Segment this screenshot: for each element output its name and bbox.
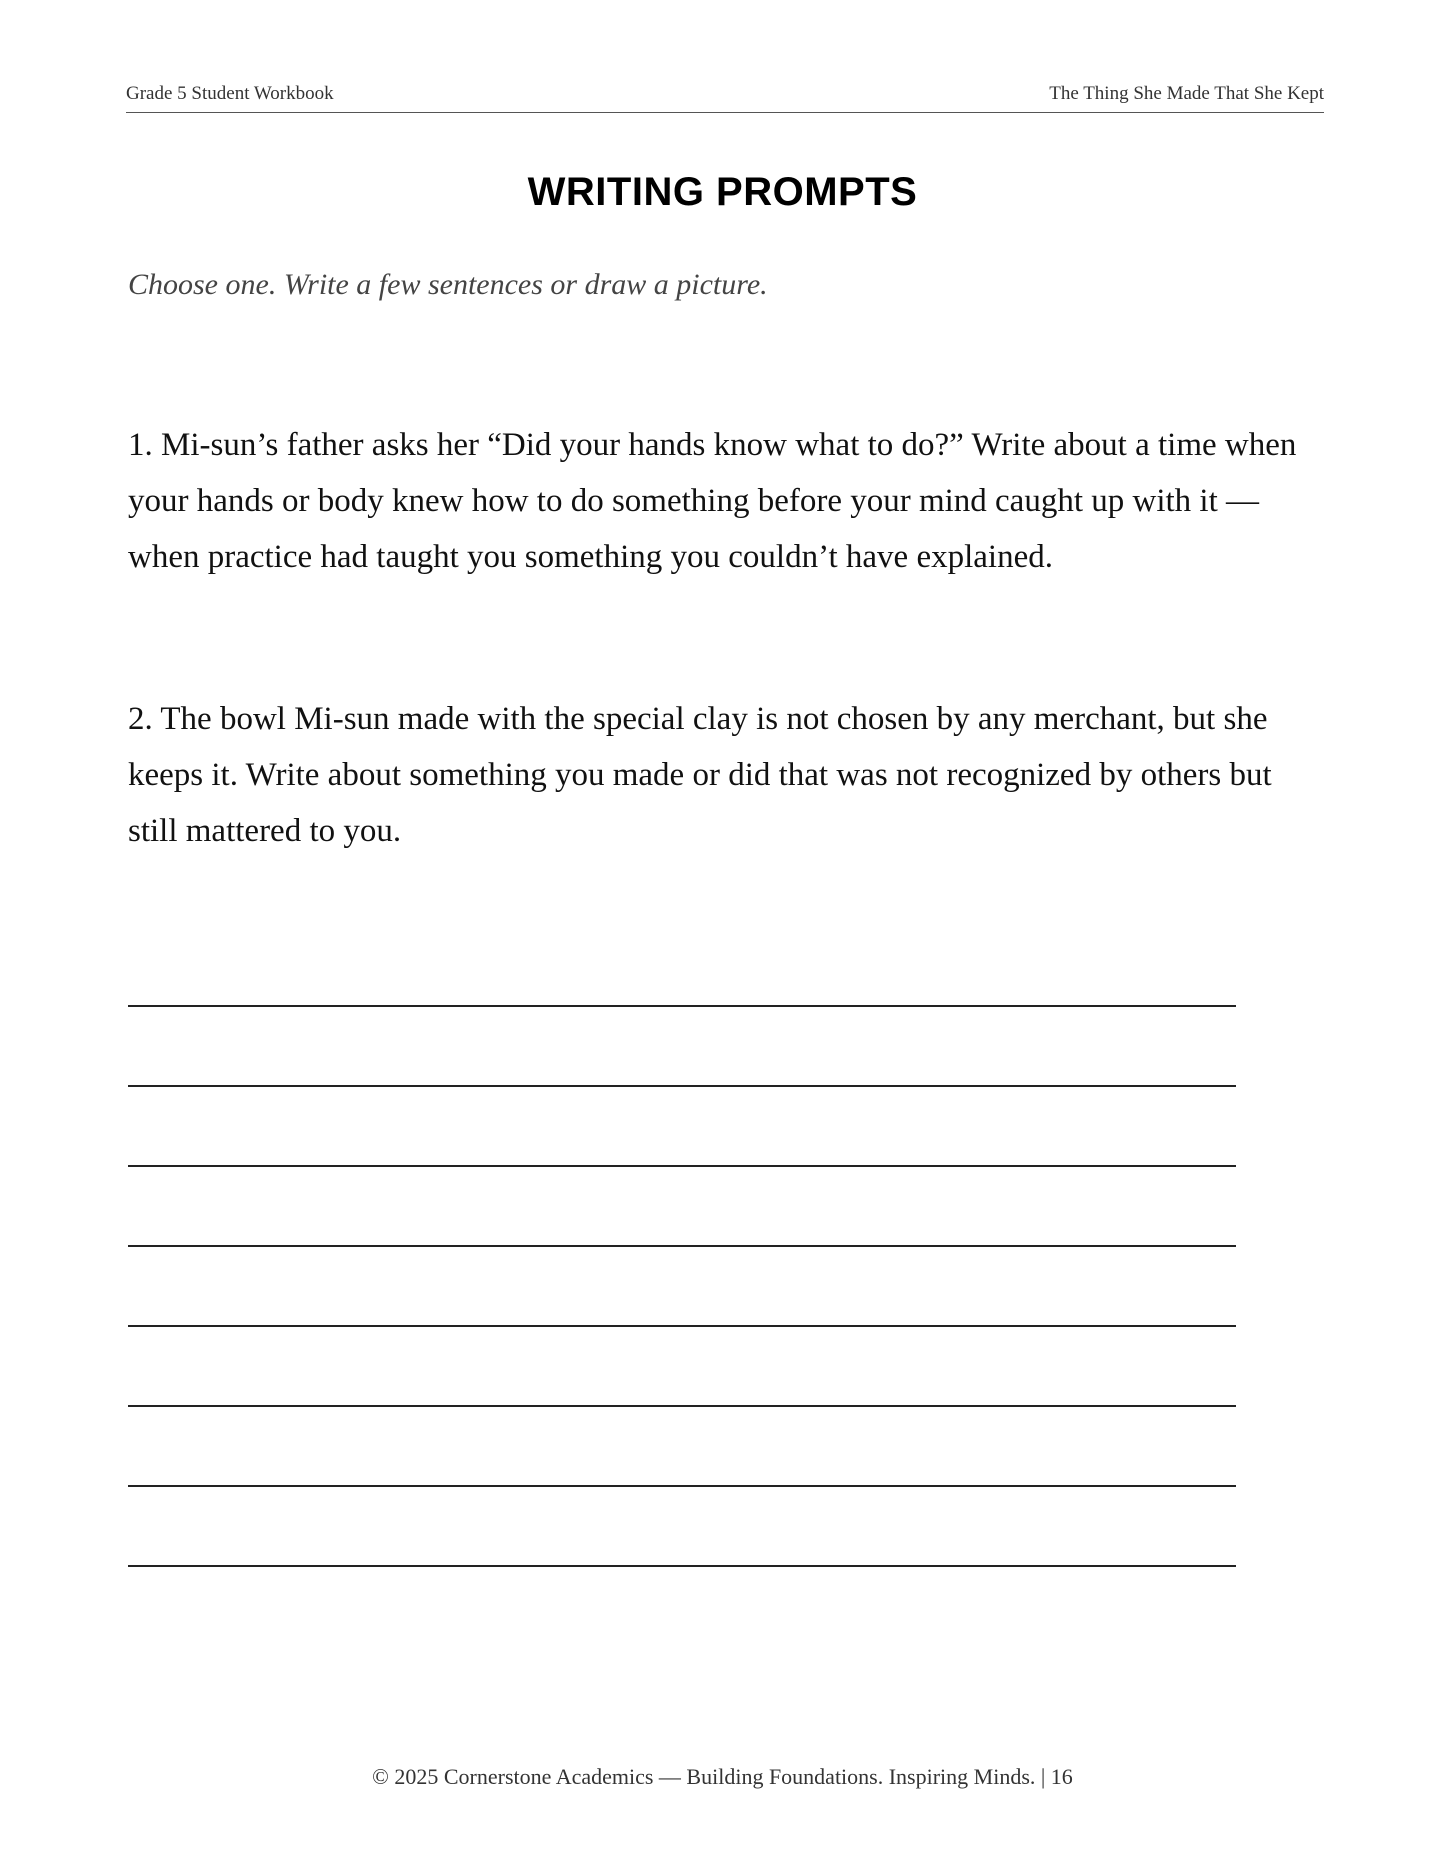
writing-line[interactable] (128, 1245, 1236, 1247)
writing-line[interactable] (128, 1165, 1236, 1167)
prompt-2: 2. The bowl Mi-sun made with the special clay is not chosen by any merchant, but she keeps it. Write about something you made or did that was not recognized by others but still mattered to you. (128, 701, 1272, 849)
writing-line[interactable] (128, 1565, 1236, 1567)
instructions: Choose one. Write a few sentences or draw a picture. (128, 268, 768, 301)
writing-line[interactable] (128, 1005, 1236, 1007)
writing-line[interactable] (128, 1485, 1236, 1487)
page-header (126, 84, 1324, 113)
writing-line[interactable] (128, 1325, 1236, 1327)
writing-line[interactable] (128, 1085, 1236, 1087)
prompt-1: 1. Mi-sun’s father asks her “Did your hands know what to do?” Write about a time when your hands or body knew how to do something before your mind caught up with it — when practice had taught you something you couldn’t have explained. (128, 427, 1297, 575)
writing-lines (128, 1005, 1236, 1645)
writing-line[interactable] (128, 1405, 1236, 1407)
page-title: WRITING PROMPTS (527, 170, 918, 214)
header-left: Grade 5 Student Workbook (126, 83, 334, 104)
header-right: The Thing She Made That She Kept (1049, 83, 1324, 104)
page-footer: © 2025 Cornerstone Academics — Building Foundations. Inspiring Minds. | 16 (372, 1764, 1073, 1789)
